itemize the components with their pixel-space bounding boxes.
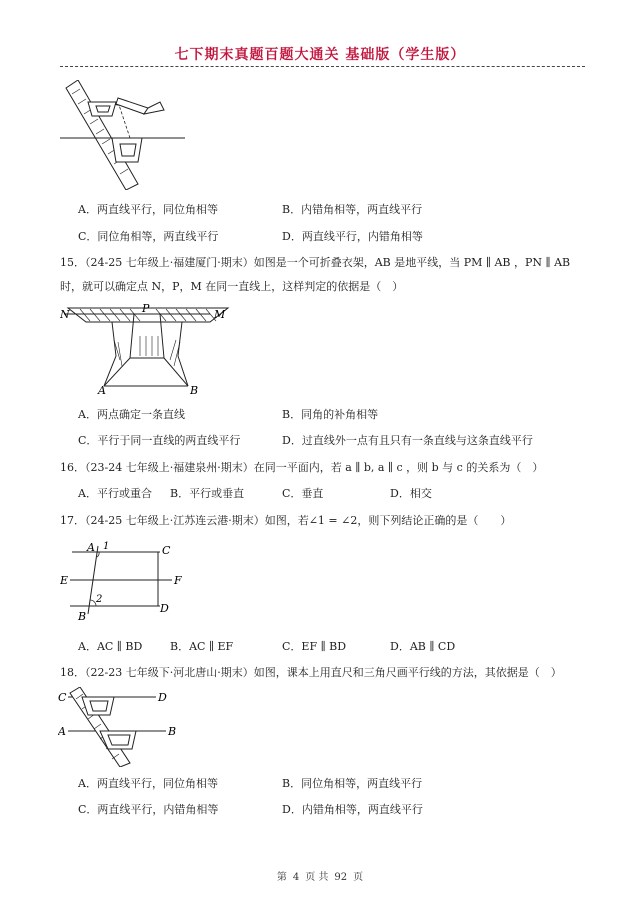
q17-label-e: E [60,574,69,587]
q14-set-square-bottom [112,138,142,162]
page-title: 七下期末真题百题大通关 基础版（学生版） [174,47,466,63]
q17-option-c[interactable]: C．EF ∥ BD [282,640,347,653]
q17-label-b: B [78,610,87,623]
q14-option-b[interactable]: B．内错角相等，两直线平行 [282,203,423,216]
q18-option-d[interactable]: D．内错角相等，两直线平行 [282,803,423,816]
q15-label-m: M [214,308,226,321]
q18-label-c: C [58,691,67,704]
q14-figure [60,80,185,190]
q15-label-p: P [142,302,150,315]
q14-option-c[interactable]: C．同位角相等，两直线平行 [78,230,219,243]
q17-option-d[interactable]: D．AB ∥ CD [390,640,456,653]
q17-label-c: C [162,544,171,557]
page-footer [0,868,640,883]
q18-label-b: B [168,725,177,738]
q17-stem-line1: 17．（24-25 七年级上·江苏连云港·期末）如图，若∠1 = ∠2，则下列结论正确的是（ ） [60,514,512,527]
q15-figure [60,300,235,398]
q14-option-a[interactable]: A．两直线平行，同位角相等 [78,203,218,216]
q15-label-a: A [98,384,106,397]
q18-stem-line1: 18．（22-23 七年级下·河北唐山·期末）如图，课本上用直尺和三角尺画平行线的方法，其依据是（ ） [60,666,562,679]
footer-mid: 页 共 [305,872,329,883]
q17-label-1: 1 [103,541,110,552]
q15-option-b[interactable]: B．同角的补角相等 [282,408,379,421]
q18-option-c[interactable]: C．两直线平行，内错角相等 [78,803,219,816]
q18-option-a[interactable]: A．两直线平行，同位角相等 [78,777,218,790]
footer-suffix: 页 [353,872,364,883]
q16-stem-line1: 16．（23-24 七年级上·福建泉州·期末）在同一平面内，若 a ∥ b, a ∥ c ，则 b 与 c 的关系为（ ） [60,461,544,474]
q14-ruler [66,80,138,190]
q15-label-n: N [60,308,70,321]
q16-option-c[interactable]: C．垂直 [282,487,324,500]
q17-figure [60,538,185,623]
q15-option-d[interactable]: D．过直线外一点有且只有一条直线与这条直线平行 [282,434,533,447]
q15-label-b: B [190,384,199,397]
q18-set-square-bottom [100,731,136,749]
q15-option-c[interactable]: C．平行于同一直线的两直线平行 [78,434,241,447]
footer-total-pages: 92 [334,872,348,883]
q16-option-b[interactable]: B．平行或垂直 [170,487,245,500]
q15-stem-line1: 15．（24-25 七年级上·福建厦门·期末）如图是一个可折叠衣架，AB 是地平线，当 PM ∥ AB ，PN ∥ AB [60,256,571,269]
q14-set-square-top [88,102,116,116]
q18-label-a: A [58,725,66,738]
q15-stem-line2: 时，就可以确定点 N，P，M 在同一直线上，这样判定的依据是（ ） [60,280,404,293]
q18-figure [58,687,183,767]
q17-label-a: A [87,541,95,554]
footer-prefix: 第 [276,872,287,883]
q17-option-b[interactable]: B．AC ∥ EF [170,640,234,653]
header-divider [60,66,585,67]
q17-label-f: F [174,574,182,587]
q17-option-a[interactable]: A．AC ∥ BD [78,640,143,653]
q14-option-d[interactable]: D．两直线平行，内错角相等 [282,230,423,243]
footer-page-number: 4 [292,872,300,883]
q16-option-a[interactable]: A．平行或重合 [78,487,152,500]
q14-pencil [116,98,164,114]
q16-option-d[interactable]: D．相交 [390,487,432,500]
q18-label-d: D [158,691,167,704]
q15-frame-hatch [114,336,180,366]
q18-set-square-top [82,697,114,715]
q17-label-2: 2 [96,594,103,605]
q15-option-a[interactable]: A．两点确定一条直线 [78,408,185,421]
q17-label-d: D [160,602,169,615]
q18-option-b[interactable]: B．同位角相等，两直线平行 [282,777,423,790]
